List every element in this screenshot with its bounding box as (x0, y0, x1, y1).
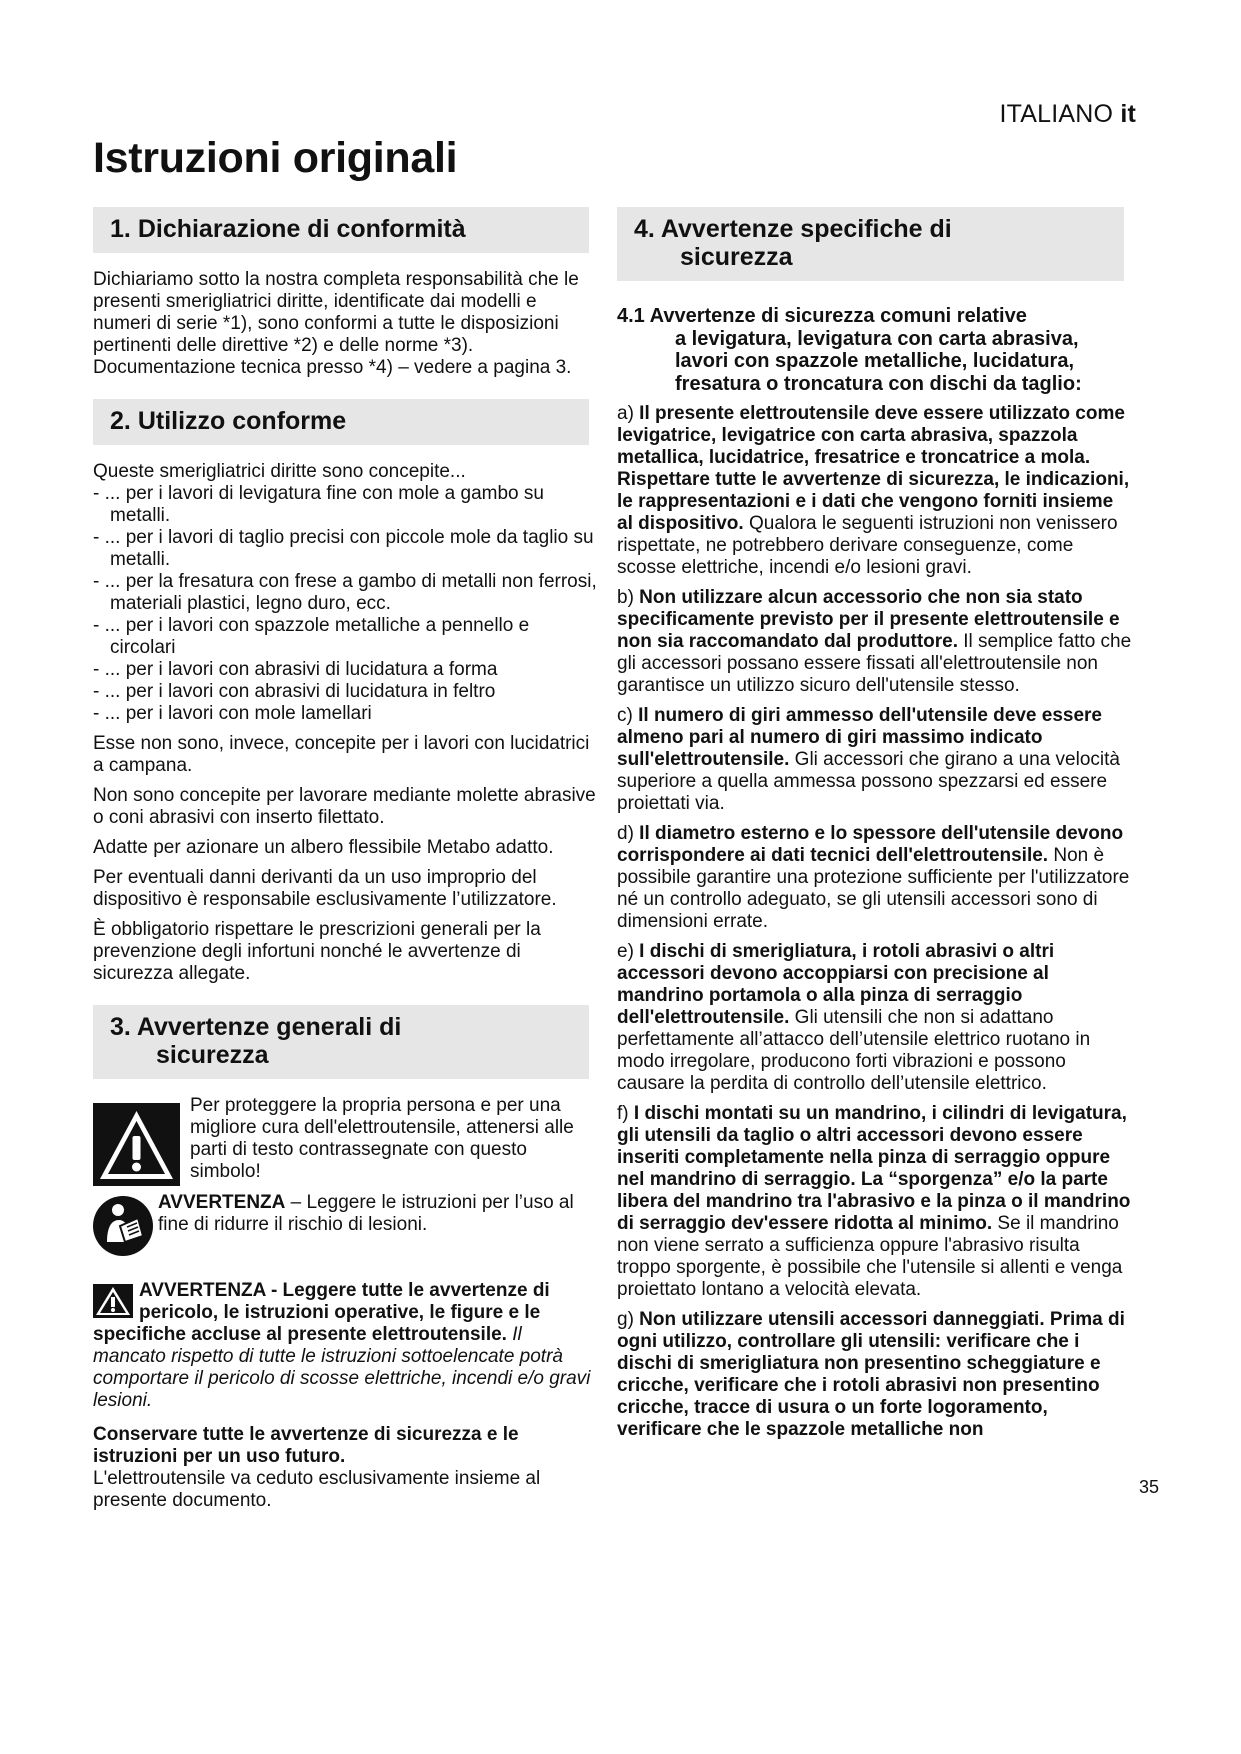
keep-instructions-text: L'elettroutensile va ceduto esclusivamente insieme al presente documento. (93, 1468, 541, 1511)
section-2-intro: Queste smerigliatrici diritte sono concepite... (93, 461, 466, 482)
read-manual-bold: AVVERTENZA (158, 1192, 286, 1213)
item-label: c) (617, 705, 633, 726)
warning-triangle-small-icon (93, 1284, 133, 1318)
section-4-title: Avvertenze specifiche di (660, 215, 952, 243)
item-bold: Il numero di giri ammesso dell'utensile deve essere almeno pari al numero di giri massimo indicato sull'elettroutensile. (617, 705, 1102, 770)
item-text: Se il mandrino non viene serrato a sufficienza oppure l'abrasivo risulta troppo sporgente, è possibile che l'utensile si allenti e venga proiettato lontano a velocità elevata. (617, 1213, 1123, 1300)
section-1-number: 1. (110, 215, 131, 243)
right-column (617, 207, 1134, 1449)
item-label: a) (617, 403, 634, 424)
subsection-4-1-heading (617, 305, 1134, 395)
paragraph: Per eventuali danni derivanti da un uso improprio del dispositivo è responsabile esclusivamente l’utilizzatore. (93, 867, 557, 910)
paragraph: Non sono concepite per lavorare mediante molette abrasive o coni abrasivi con inserto filettato. (93, 785, 596, 828)
item-text: Qualora le seguenti istruzioni non venissero rispettate, ne potrebbero derivare conseguenze, come scosse elettriche, incendi e/o lesioni gravi. (617, 513, 1118, 578)
item-bold: Non utilizzare utensili accessori danneggiati. Prima di ogni utilizzo, controllare gli utensili: verificare che i dischi di smerigliatura non presentino scheggiature e cricche, verificare che i rotoli abrasivi non presentino cricche, tracce di usura o un forte logoramento, verificare che le spazzole metalliche non (617, 1309, 1125, 1440)
item-label: e) (617, 941, 634, 962)
section-2-heading (93, 399, 589, 445)
list-item: - ... per i lavori di taglio precisi con piccole mole da taglio su metalli. (93, 527, 594, 570)
subsection-number: 4.1 (617, 305, 645, 327)
item-label: g) (617, 1309, 634, 1330)
safety-item-d (617, 823, 1134, 933)
section-4-number: 4. (634, 215, 655, 243)
section-1-title: Dichiarazione di conformità (137, 215, 466, 243)
paragraph: È obbligatorio rispettare le prescrizioni generali per la prevenzione degli infortuni nonché le avvertenze di sicurezza allegate. (93, 919, 541, 984)
safety-item-e (617, 941, 1134, 1095)
safety-item-a (617, 403, 1134, 579)
section-1-body: Dichiariamo sotto la nostra completa responsabilità che le presenti smerigliatrici diritte, identificate dai modelli e numeri di serie *1), sono conformi a tutte le disposizioni pertinenti delle direttive *2) e delle norme *3). Documentazione tecnica presso *4) – vedere a pagina 3. (93, 269, 579, 378)
item-text: Il semplice fatto che gli accessori possano essere fissati all'elettroutensile non garantisce un utilizzo sicuro dell'utensile stesso. (617, 631, 1132, 696)
item-bold: Il diametro esterno e lo spessore dell'utensile devono corrispondere ai dati tecnici dell'elettroutensile. (617, 823, 1124, 866)
read-manual-text (158, 1192, 599, 1236)
safety-item-b (617, 587, 1134, 697)
language-label (1000, 100, 1137, 129)
left-column (93, 207, 599, 1520)
section-3-title-continued: sicurezza (156, 1041, 269, 1069)
item-bold: Non utilizzare alcun accessorio che non sia stato specificamente previsto per il presente elettroutensile e non sia raccomandato dal produttore. (617, 587, 1120, 652)
warning-triangle-icon (93, 1103, 180, 1186)
safety-item-c (617, 705, 1134, 815)
paragraph: Esse non sono, invece, concepite per i lavori con lucidatrici a campana. (93, 733, 590, 776)
section-3-heading (93, 1005, 589, 1079)
read-manual-note (93, 1192, 599, 1256)
paragraph: Adatte per azionare un albero flessibile Metabo adatto. (93, 837, 554, 858)
section-4-heading (617, 207, 1124, 281)
keep-instructions-bold: Conservare tutte le avvertenze di sicurezza e le istruzioni per un uso futuro. (93, 1424, 519, 1467)
page-title: Istruzioni originali (93, 134, 458, 182)
list-item: - ... per i lavori di levigatura fine con mole a gambo su metalli. (93, 483, 544, 526)
section-4-title-continued: sicurezza (680, 243, 793, 271)
item-text: Gli accessori che girano a una velocità superiore a quella ammessa possono spezzarsi ed essere proiettati via. (617, 749, 1120, 814)
symbol-note-text: Per proteggere la propria persona e per una migliore cura dell'elettroutensile, attenersi alle parti di testo contrassegnate con questo simbolo! (190, 1095, 574, 1182)
keep-instructions (93, 1424, 599, 1512)
item-bold: I dischi di smerigliatura, i rotoli abrasivi o altri accessori devono accoppiarsi con precisione al mandrino portamola o alla pinza di serraggio dell'elettroutensile. (617, 941, 1055, 1028)
section-2-title: Utilizzo conforme (137, 407, 347, 435)
list-item: - ... per i lavori con abrasivi di lucidatura in feltro (93, 681, 496, 702)
item-label: f) (617, 1103, 629, 1124)
item-text: Gli utensili che non si adattano perfettamente all’attacco dell’utensile elettrico ruotano in modo irregolare, producono forti vibrazioni e possono causare la perdita di controllo dell’utensile elettrico. (617, 1007, 1091, 1094)
list-item: - ... per i lavori con mole lamellari (93, 703, 372, 724)
subsection-title: Avvertenze di sicurezza comuni relative (649, 305, 1027, 327)
general-warning (93, 1280, 599, 1412)
language-name: ITALIANO (999, 100, 1114, 128)
read-manual-icon (93, 1196, 153, 1256)
section-1-heading (93, 207, 589, 253)
read-manual-body: – Leggere le istruzioni per l’uso al fine di ridurre il rischio di lesioni. (158, 1192, 574, 1235)
page-number: 35 (1138, 1477, 1159, 1497)
section-3-title: Avvertenze generali di (136, 1013, 402, 1041)
general-warning-italic: Il mancato rispetto di tutte le istruzioni sottoelencate potrà comportare il pericolo di scosse elettriche, incendi e/o gravi lesioni. (93, 1324, 591, 1411)
subsection-title-continued: a levigatura, levigatura con carta abrasiva, lavori con spazzole metalliche, lucidatura, fresatura o troncatura con dischi da taglio: (675, 327, 1082, 395)
section-2-number: 2. (110, 407, 131, 435)
intended-use-list (93, 483, 599, 725)
general-warning-bold: AVVERTENZA - Leggere tutte le avvertenze di pericolo, le istruzioni operative, le figure e le specifiche accluse al presente elettroutensile. (93, 1280, 550, 1345)
list-item: - ... per i lavori con spazzole metalliche a pennello e circolari (93, 615, 530, 658)
item-bold: Il presente elettroutensile deve essere utilizzato come levigatrice, levigatrice con carta abrasiva, spazzola metallica, lucidatrice, fresatrice e troncatrice a mola. Rispettare tutte le avvertenze di sicurezza, le indicazioni, le rappresentazioni e i dati che vengono forniti insieme al dispositivo. (617, 403, 1130, 534)
safety-item-g (617, 1309, 1134, 1441)
item-label: d) (617, 823, 634, 844)
safety-item-f (617, 1103, 1134, 1301)
item-label: b) (617, 587, 634, 608)
list-item: - ... per i lavori con abrasivi di lucidatura a forma (93, 659, 498, 680)
language-code: it (1120, 100, 1136, 128)
item-bold: I dischi montati su un mandrino, i cilindri di levigatura, gli utensili da taglio o altri accessori devono essere inseriti completamente nella pinza di serraggio oppure nel mandrino di serraggio. La “sporgenza” e/o la parte libera del mandrino tra l'abrasivo e la pinza o il mandrino di serraggio dev'essere ridotta al minimo. (617, 1103, 1131, 1234)
list-item: - ... per la fresatura con frese a gambo di metalli non ferrosi, materiali plastici, legno duro, ecc. (93, 571, 597, 614)
section-3-number: 3. (110, 1013, 131, 1041)
symbol-note (93, 1095, 599, 1186)
item-text: Non è possibile garantire una protezione sufficiente per l'utilizzatore né un controllo adeguato, se gli utensili accessori sono di dimensioni errate. (617, 845, 1130, 932)
